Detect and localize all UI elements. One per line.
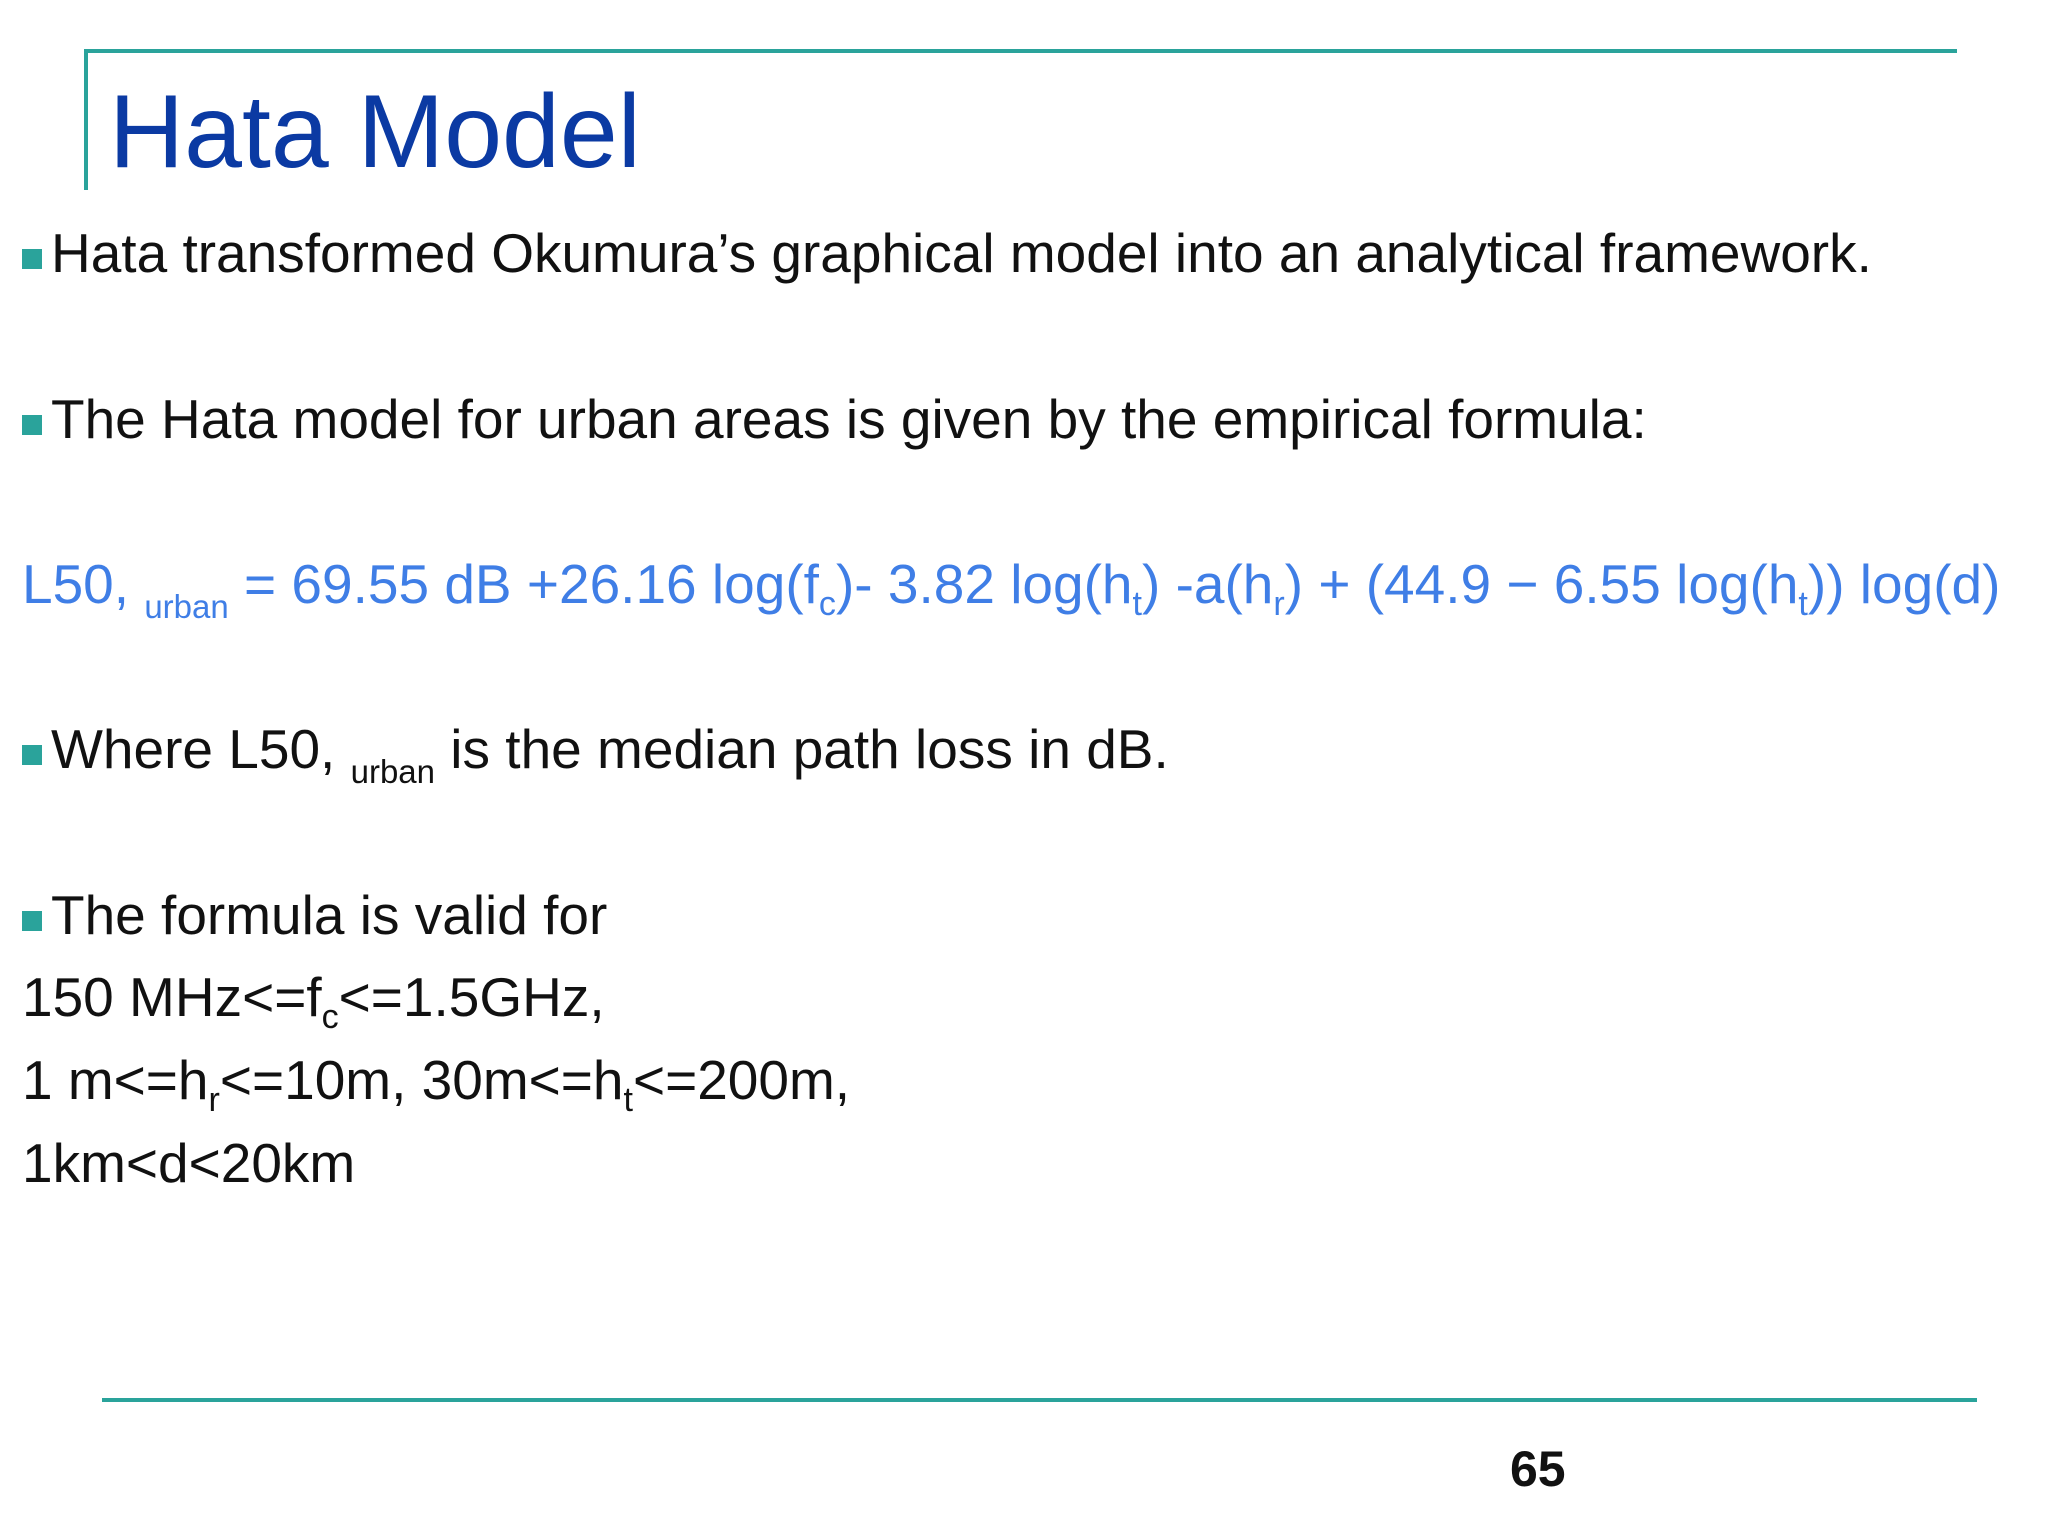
square-bullet-icon — [22, 415, 42, 435]
formula-lhs: L50, — [22, 553, 145, 615]
bullet-text-1: Hata transformed Okumura’s graphical model into an analytical framework. — [51, 222, 1872, 284]
bullet-item-3 — [22, 718, 1169, 790]
validity-line-frequency — [22, 966, 605, 1036]
validity-subscript: r — [208, 1080, 220, 1119]
formula-subscript: t — [1132, 584, 1142, 623]
square-bullet-icon — [22, 911, 42, 931]
formula-subscript: r — [1273, 584, 1285, 623]
where-subscript: urban — [350, 752, 436, 790]
bullet-item-4 — [22, 884, 608, 946]
title-frame-left-rule — [84, 49, 88, 190]
footer-rule — [102, 1398, 1977, 1402]
validity-line-heights — [22, 1049, 851, 1119]
formula-part: = 69.55 dB +26.16 log(f — [228, 553, 819, 615]
formula-part: ) + (44.9 − 6.55 log(h — [1284, 553, 1799, 615]
formula-part: )- 3.82 log(h — [835, 553, 1133, 615]
bullet-item-1 — [22, 222, 1872, 284]
validity-line-distance: 1km<d<20km — [22, 1132, 356, 1194]
formula-part: )) log(d) — [1807, 553, 2001, 615]
validity-text: <=200m, — [632, 1049, 851, 1111]
square-bullet-icon — [22, 249, 42, 269]
page-number: 65 — [1510, 1441, 1566, 1497]
bullet-text-2: The Hata model for urban areas is given by the empirical formula: — [51, 388, 1647, 450]
validity-intro: The formula is valid for — [51, 884, 608, 946]
hata-formula — [22, 553, 2001, 625]
validity-text: 150 MHz<=f — [22, 966, 322, 1028]
where-text-end: is the median path loss in dB. — [435, 718, 1169, 780]
where-text: Where L50, — [51, 718, 351, 780]
bullet-item-2 — [22, 388, 1647, 450]
title-frame-top-rule — [84, 49, 1957, 53]
validity-text: <=10m, 30m<=h — [219, 1049, 624, 1111]
slide-title: Hata Model — [109, 74, 641, 190]
formula-subscript: t — [1798, 584, 1808, 623]
validity-text: <=1.5GHz, — [338, 966, 605, 1028]
formula-subscript: c — [818, 584, 836, 623]
validity-subscript: c — [321, 997, 339, 1036]
formula-part: ) -a(h — [1141, 553, 1274, 615]
validity-text: 1 m<=h — [22, 1049, 209, 1111]
validity-subscript: t — [623, 1080, 633, 1119]
square-bullet-icon — [22, 745, 42, 765]
formula-lhs-subscript: urban — [144, 587, 229, 625]
